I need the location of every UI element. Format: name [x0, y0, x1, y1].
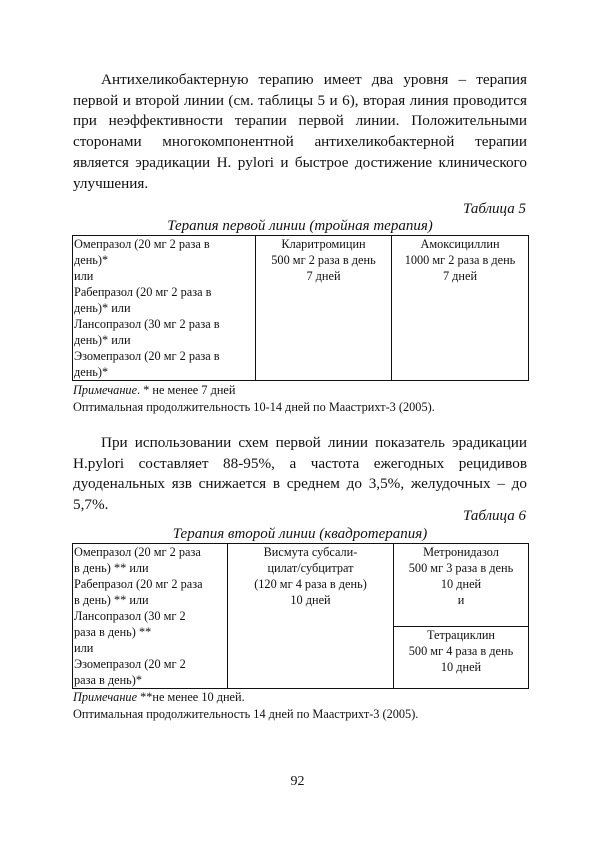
table5-duration-note: Оптимальная продолжительность 10-14 дней по Маастрихт-3 (2005). [73, 400, 435, 414]
table5-cell-ppi [73, 236, 256, 381]
cell-line: цилат/субцитрат [267, 561, 354, 575]
cell-line: 500 мг 2 раза в день [271, 253, 376, 267]
cell-line: Метронидазол [423, 545, 499, 559]
cell-line: раза в день) ** [74, 625, 152, 639]
table6-cell-ppi [73, 544, 228, 689]
cell-line: (120 мг 4 раза в день) [254, 577, 367, 591]
cell-line: Рабепразол (20 мг 2 раза в [74, 285, 212, 299]
table5-cell-amoxicillin [392, 236, 529, 381]
cell-line: Кларитромицин [281, 237, 366, 251]
cell-line: раза в день)* [74, 673, 143, 687]
cell-line: день)* [74, 253, 109, 267]
table5-note [73, 382, 235, 398]
note-label: Примечание [73, 383, 138, 397]
cell-line: в день) ** или [74, 593, 149, 607]
cell-line: Эзомепразол (20 мг 2 [74, 657, 186, 671]
cell-line: Висмута субсали- [263, 545, 358, 559]
cell-line: 7 дней [306, 269, 341, 283]
cell-line: 500 мг 3 раза в день [408, 561, 514, 575]
table6-cell-bismuth [228, 544, 394, 689]
cell-line: Тетрациклин [426, 627, 496, 642]
cell-line: Лансопразол (30 мг 2 раза в [74, 317, 220, 331]
table6-cell-tetracycline [394, 626, 529, 688]
table5-cell-clarithromycin [256, 236, 392, 381]
cell-line: 10 дней [440, 659, 482, 674]
cell-line: Омепразол (20 мг 2 раза [74, 545, 201, 559]
eradication-paragraph: При использовании схем первой линии показатель эрадикации H.pylori составляет 88-95%, а частота ежегодных рецидивов дуоденальных язв снижается в среднем до 3,5%, желудочных – до 5,7%. [73, 434, 527, 514]
intro-paragraph: Антихеликобактерную терапию имеет два уровня – терапия первой и второй линии (см. таблицы 5 и 6), вторая линия проводится при неэффективности терапии первой линии. Положительными сторонами многокомпонентной антихеликобактерной терапии является эрадикации H. pylori и быстрое достижение клинического улучшения. [73, 71, 527, 192]
cell-line: Амоксициллин [420, 237, 500, 251]
table6-label: Таблица 6 [463, 508, 526, 524]
cell-line: Эзомепразол (20 мг 2 раза в [74, 349, 220, 363]
note-text: **не менее 10 дней. [137, 690, 245, 704]
cell-line: 10 дней [290, 593, 331, 607]
table6-title: Терапия второй линии (квадротерапия) [172, 526, 428, 542]
cell-line: в день) ** или [74, 561, 149, 575]
table5-title: Терапия первой линии (тройная терапия) [167, 218, 433, 234]
cell-line: день)* [74, 365, 109, 379]
table5-label: Таблица 5 [463, 201, 526, 217]
cell-line: 1000 мг 2 раза в день [404, 253, 516, 267]
cell-line: или [74, 269, 94, 283]
note-label: Примечание [73, 690, 138, 704]
table6 [72, 543, 529, 689]
page-number: 92 [290, 774, 305, 789]
cell-line: и [457, 593, 465, 607]
cell-line: Омепразол (20 мг 2 раза в [74, 237, 210, 251]
cell-line: 10 дней [440, 577, 482, 591]
cell-line: 7 дней [442, 269, 478, 283]
table6-duration-note: Оптимальная продолжительность 14 дней по Маастрихт-3 (2005). [73, 707, 419, 721]
cell-line: или [74, 641, 94, 655]
cell-line: Лансопразол (30 мг 2 [74, 609, 186, 623]
cell-line: 500 мг 4 раза в день [408, 643, 514, 658]
table5-row [73, 236, 529, 381]
cell-line: день)* или [74, 301, 131, 315]
table6-note [73, 689, 245, 705]
cell-line: день)* или [74, 333, 131, 347]
table5 [72, 235, 529, 381]
table6-row [73, 544, 529, 627]
cell-line: Рабепразол (20 мг 2 раза [74, 577, 203, 591]
table6-cell-metronidazole [394, 544, 529, 627]
note-text: . * не менее 7 дней [137, 383, 236, 397]
